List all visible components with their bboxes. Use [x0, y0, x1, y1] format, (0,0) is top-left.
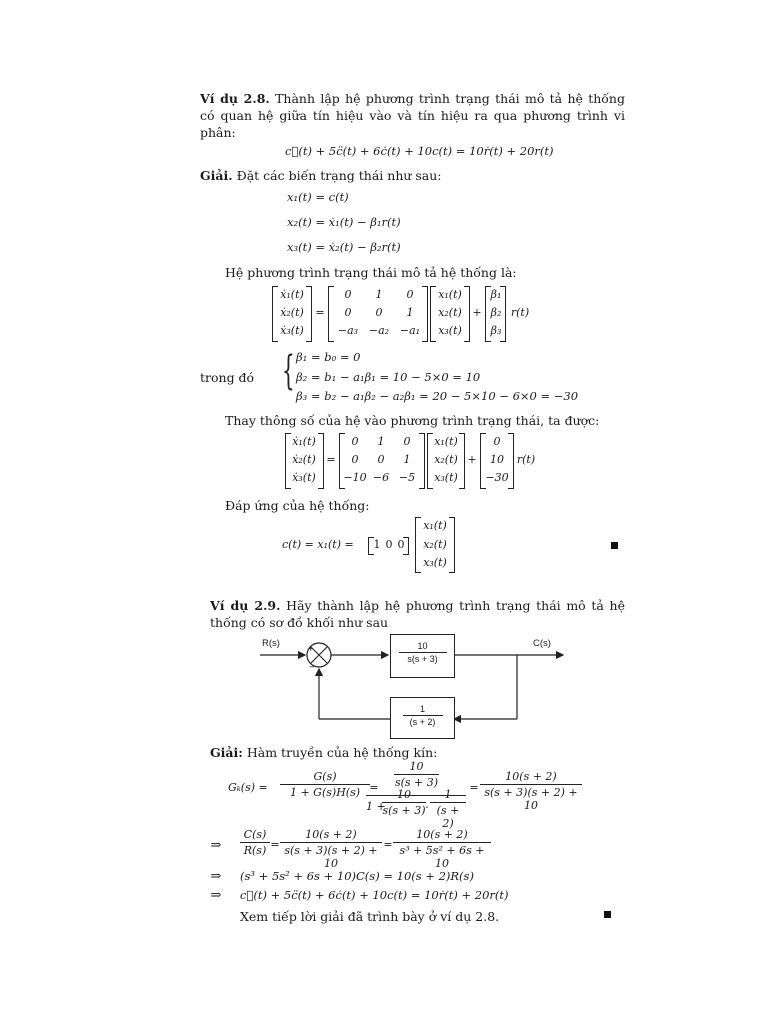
see-more-text: Xem tiếp lời giải đã trình bày ở ví dụ 2.8. [240, 909, 500, 924]
fraction-1: $\frac{G(s)}{1 + G(s)H(s)}$ [280, 770, 370, 799]
a-31: −a₃ [337, 324, 359, 337]
cr-lhs: $\frac{C(s)}{R(s)}$ [240, 828, 270, 857]
example-2-8-intro [200, 90, 625, 141]
a-22: 0 [377, 453, 385, 466]
state-def-1: x₁(t) = c(t) [287, 190, 349, 204]
a-32: −6 [372, 471, 390, 484]
fraction-3: $\frac{10(s + 2)}{s(s + 3)(s + 2) + 10}$ [480, 770, 582, 812]
gk-lhs: Gₖ(s) = [228, 781, 268, 794]
example-title: Ví dụ 2.9. [210, 598, 281, 613]
system-text: Hệ phương trình trạng thái mô tả hệ thống là: [225, 265, 517, 280]
a-11: 0 [351, 435, 359, 448]
lhs-x1dot: ẋ₁(t) [280, 288, 304, 301]
fraction-2-den-b: $\frac{1}{(s + 2)}$ [430, 788, 466, 830]
lhs-x2dot: ẋ₂(t) [292, 453, 316, 466]
b2: β₂ [490, 306, 502, 319]
intro-text: Hãy thành lập hệ phương trình trạng thái mô tả hệ thống có sơ đồ khối như sau [210, 598, 625, 630]
b3: β₃ [490, 324, 502, 337]
b1: 0 [493, 435, 501, 448]
beta-1: β₁ = b₀ = 0 [296, 350, 361, 364]
lhs-x1dot: ẋ₁(t) [292, 435, 316, 448]
lhs-x3dot: ẋ₃(t) [280, 324, 304, 337]
feedback-den: (s + 2) [409, 717, 436, 727]
solution-line [200, 168, 442, 183]
minus-sign: − [309, 662, 315, 673]
a-22: 0 [375, 306, 383, 319]
laplace-equation: (s³ + 5s² + 6s + 10)C(s) = 10(s + 2)R(s) [240, 869, 474, 883]
x1: x₁(t) [434, 435, 458, 448]
implies-arrow: ⇒ [210, 838, 222, 853]
brace: { [282, 348, 295, 394]
r-input: r(t) [516, 453, 536, 466]
example-title: Ví dụ 2.8. [200, 91, 270, 106]
b2: 10 [490, 453, 504, 466]
x3: x₃(t) [438, 324, 462, 337]
intro-text: Thành lập hệ phương trình trạng thái mô tả hệ thống có quan hệ giữa tín hiệu vào và tín hiệu ra qua phương trình vi phân: [200, 91, 625, 140]
fraction-2-den-a: $\frac{10}{s(s + 3)}$ [382, 788, 426, 817]
x2: x₂(t) [423, 538, 447, 551]
a-12: 1 [377, 435, 385, 448]
beta-2: β₂ = b₁ − a₁β₁ = 10 − 5×0 = 10 [296, 370, 481, 384]
a-31: −10 [343, 471, 367, 484]
end-mark [604, 911, 611, 918]
solution-label: Giải. [200, 168, 233, 183]
solution-text: Hàm truyền của hệ thống kín: [246, 745, 438, 760]
solution-label: Giải: [210, 745, 243, 760]
x2: x₂(t) [434, 453, 458, 466]
end-mark [611, 542, 618, 549]
a-21: 0 [351, 453, 359, 466]
solution-text: Đặt các biến trạng thái như sau: [236, 168, 442, 183]
forward-den: s(s + 3) [407, 654, 438, 664]
feedback-num: 1 [403, 704, 443, 716]
implies-arrow: ⇒ [210, 869, 222, 884]
r-input: r(t) [510, 306, 530, 319]
differential-equation: c⃛(t) + 5c̈(t) + 6ċ(t) + 10c(t) = 10ṙ(t) + 20r(t) [285, 144, 554, 158]
beta-3: β₃ = b₂ − a₁β₂ − a₂β₁ = 20 − 5×10 − 6×0 = −30 [296, 389, 579, 403]
c-2: 0 [385, 538, 393, 551]
fraction-2-num: $\frac{10}{s(s + 3)}$ [394, 760, 439, 789]
x1: x₁(t) [423, 519, 447, 532]
example-2-9-intro [210, 597, 625, 631]
lhs-x3dot: ẋ₃(t) [292, 471, 316, 484]
solution-line-2-9 [210, 745, 437, 760]
x1: x₁(t) [438, 288, 462, 301]
c-1: 1 [373, 538, 381, 551]
lhs-x2dot: ẋ₂(t) [280, 306, 304, 319]
a-11: 0 [344, 288, 352, 301]
a-33: −5 [398, 471, 416, 484]
where-label: trong đó [200, 370, 255, 385]
x3: x₃(t) [434, 471, 458, 484]
forward-block [390, 634, 455, 678]
forward-num: 10 [399, 641, 447, 653]
a-33: −a₁ [399, 324, 421, 337]
c-3: 0 [397, 538, 405, 551]
a-21: 0 [344, 306, 352, 319]
cr-middle: $\frac{10(s + 2)}{s(s + 3)(s + 2) + 10}$ [280, 828, 382, 870]
implies-arrow: ⇒ [210, 888, 222, 903]
a-13: 0 [406, 288, 414, 301]
feedback-block [390, 697, 455, 739]
cr-right: $\frac{10(s + 2)}{\text{s³ + 5s² + 6s + 10}}$ [393, 828, 491, 870]
a-23: 1 [403, 453, 411, 466]
time-domain-equation: c⃛(t) + 5c̈(t) + 6ċ(t) + 10c(t) = 10ṙ(t) + 20r(t) [240, 888, 509, 902]
b3: −30 [485, 471, 509, 484]
a-13: 0 [403, 435, 411, 448]
a-12: 1 [375, 288, 383, 301]
output-lhs: c(t) = x₁(t) = [282, 538, 354, 551]
b1: β₁ [490, 288, 502, 301]
response-text: Đáp ứng của hệ thống: [225, 498, 370, 513]
output-label: C(s) [533, 638, 551, 649]
state-def-3: x₃(t) = ẋ₂(t) − β₂r(t) [287, 240, 401, 254]
a-23: 1 [406, 306, 414, 319]
input-label: R(s) [262, 638, 280, 649]
substitute-text: Thay thông số của hệ vào phương trình trạng thái, ta được: [225, 413, 600, 428]
state-def-2: x₂(t) = ẋ₁(t) − β₁r(t) [287, 215, 401, 229]
a-32: −a₂ [368, 324, 390, 337]
plus-sign: + [308, 644, 314, 655]
x2: x₂(t) [438, 306, 462, 319]
x3: x₃(t) [423, 556, 447, 569]
